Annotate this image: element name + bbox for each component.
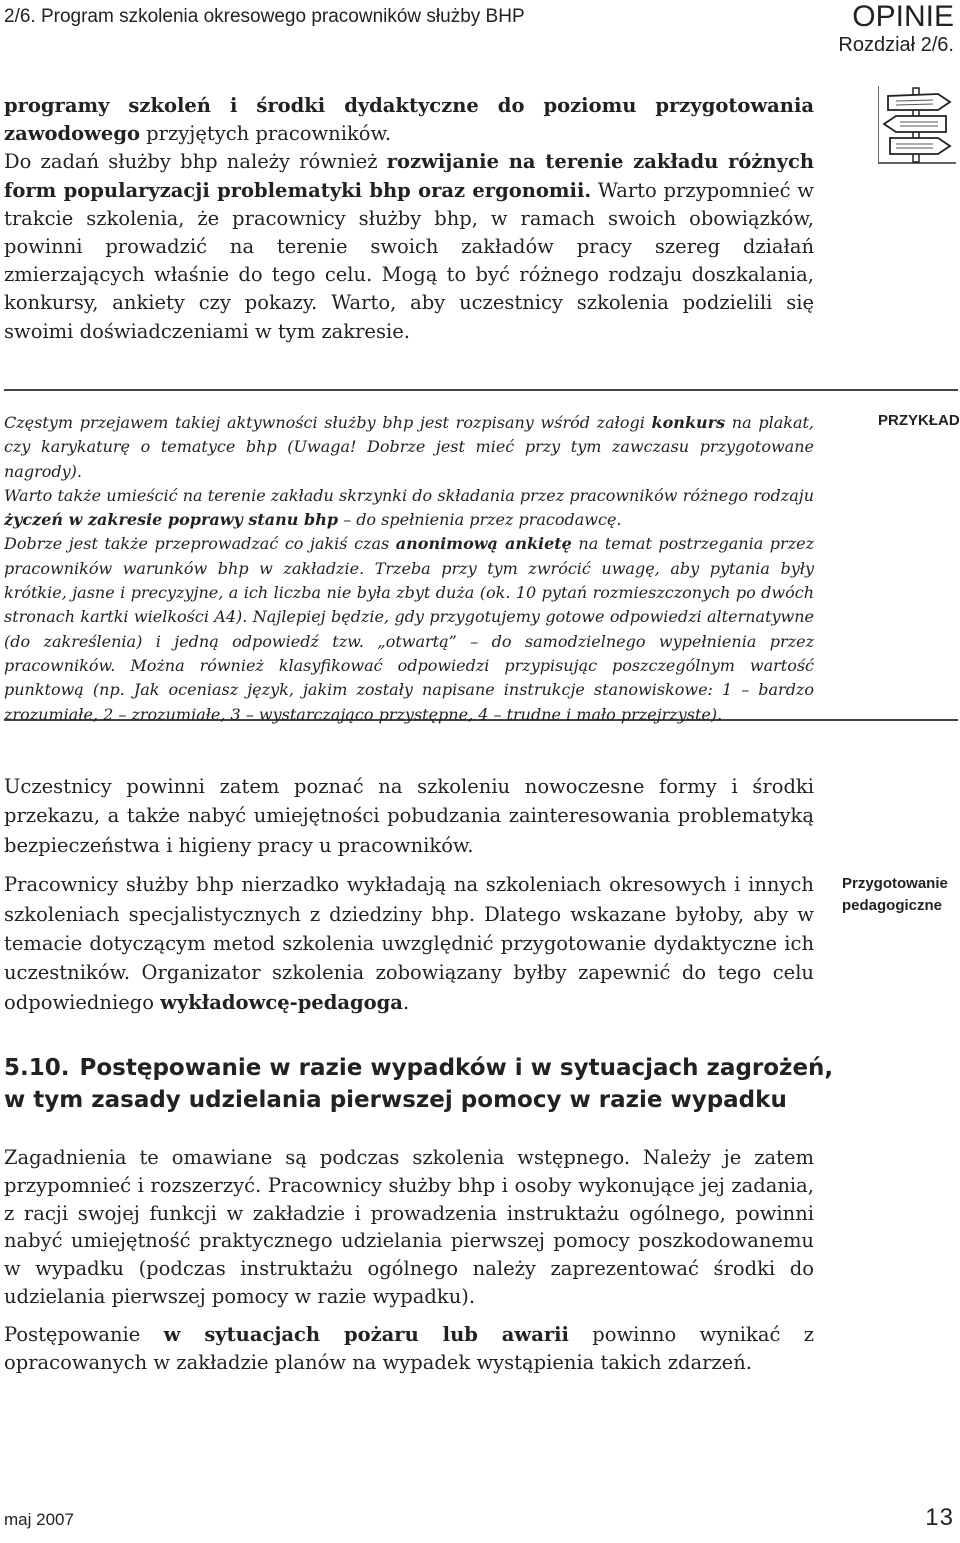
training-text — [4, 772, 814, 1027]
signpost-icon — [878, 86, 956, 169]
example-s1-bold: konkurs — [651, 413, 726, 432]
intro-p2-bold: rozwijanie na terenie zakładu różnych form popularyzacji problematyki bhp oraz ergonomii. — [4, 150, 814, 202]
section-number: 5.10. — [4, 1055, 70, 1081]
section-p2-a: Postępowanie — [4, 1322, 164, 1346]
publication-brand: OPINIE — [852, 0, 954, 33]
intro-paragraph-1 — [4, 92, 814, 148]
example-s3-bold: anonimową ankietę — [395, 534, 572, 554]
example-s2-b: – do spełnienia przez pracodawcę. — [338, 510, 622, 530]
example-s2-bold: życzeń w zakresie poprawy stanu bhp — [4, 510, 339, 530]
section-heading — [4, 1052, 904, 1116]
intro-p2-rest: Warto przypomnieć w trakcie szkolenia, że pracownicy służby bhp, w ramach swoich obowiązków, powinni prowadzić na terenie swoich zakładów pracy szereg działań zmierzających właśnie do tego celu. Mogą to być różnego rodzaju doszkalania, konkursy, ankiety czy pokazy. Warto, aby uczestnicy szkolenia podzielili się swoimi doświadczeniami w tym zakresie. — [4, 178, 814, 343]
chapter-label: Rozdział 2/6. — [838, 34, 954, 56]
intro-bold: programy szkoleń i środki dydaktyczne do poziomu przygotowania zawodowego — [4, 94, 814, 146]
section-p2-b: powinno wynikać z opracowanych w zakładzie planów na wypadek wystąpienia takich zdarzeń. — [4, 1322, 814, 1374]
section-text — [4, 1144, 814, 1386]
section-heading-line-1 — [4, 1052, 904, 1084]
intro-text — [4, 92, 814, 346]
training-p2-b: . — [402, 990, 410, 1014]
margin-note-pedagogical — [842, 873, 948, 917]
intro-text-rest: przyjętych pracowników. — [139, 122, 392, 146]
example-s1-a: Częstym przejawem takiej aktywności służby bhp jest rozpisany wśród załogi — [4, 413, 652, 432]
section-paragraph-1: Zagadnienia te omawiane są podczas szkolenia wstępnego. Należy je zatem przypomnieć i rozszerzyć. Pracownicy służby bhp i osoby wykonujące jej zadania, z racji swojej funkcji w zakładzie i prowadzenia instruktażu ogólnego, powinni nabyć umiejętność praktycznego udzielania pierwszej pomocy poszkodowanemu w wypadku (podczas instruktażu ogólnego należy zaprezentować środki do udzielania pierwszej pomocy w razie wypadku). — [4, 1146, 814, 1308]
divider-top — [4, 389, 958, 391]
example-s3-b: na temat postrzegania przez pracowników warunków bhp w zakładzie. Trzeba przy tym zwrócić uwagę, aby pytania były krótkie, jasne i precyzyjne, a ich liczba nie była zbyt duża (ok. 10 pytań rozmieszczonych po dwóch stronach kartki wielkości A4). Najlepiej będzie, gdy przygotujemy gotowe odpowiedzi alternatywne (do zakreślenia) i jedną odpowiedź tzw. „otwartą” – do samodzielnego wypełnienia przez pracowników. Można również klasyfikować odpowiedzi przypisując poszczególnym wartość punktową (np. Jak oceniasz język, jakim zostały napisane instrukcje stanowiskowe: 1 – bardzo zrozumiałe, 2 – zrozumiałe, 3 – wystarczająco przystępne, 4 – trudne i mało przejrzyste). — [4, 534, 815, 724]
training-p2-a: Pracownicy służby bhp nierzadko wykładają na szkoleniach okresowych i innych szkoleniach specjalistycznych z dziedziny bhp. Dlatego wskazane byłoby, aby w temacie dotyczącym metod szkolenia uwzględnić przygotowanie dydaktyczne ich uczestników. Organizator szkolenia zobowiązany byłby zapewnić do tego celu odpowiedniego — [4, 873, 814, 1014]
section-title-line-1: Postępowanie w razie wypadków i w sytuacjach zagrożeń, — [79, 1055, 834, 1081]
page-number: 13 — [925, 1504, 954, 1531]
example-s2-a: Warto także umieścić na terenie zakładu skrzynki do składania przez pracowników różnego rodzaju — [4, 485, 814, 505]
training-p2-bold: wykładowcę-pedagoga — [160, 990, 403, 1014]
training-paragraph-1: Uczestnicy powinni zatem poznać na szkoleniu nowoczesne formy i środki przekazu, a także nabyć umiejętności pobudzania zainteresowania problematyką bezpieczeństwa i higieny pracy u pracowników. — [4, 775, 814, 857]
example-text — [4, 411, 814, 727]
example-label: PRZYKŁAD — [878, 412, 960, 429]
example-sentence-2 — [4, 484, 814, 533]
example-s3-a: Dobrze jest także przeprowadzać co jakiś czas — [4, 534, 396, 554]
example-sentence-3 — [4, 532, 814, 726]
footer-date: maj 2007 — [4, 1510, 74, 1529]
section-title-line-2: w tym zasady udzielania pierwszej pomocy w razie wypadku — [4, 1087, 787, 1113]
training-paragraph-2 — [4, 870, 814, 1017]
margin-note-line-2: pedagogiczne — [842, 897, 943, 914]
example-sentence-1 — [4, 411, 814, 484]
margin-note-line-1: Przygotowanie — [842, 875, 948, 892]
section-paragraph-2 — [4, 1321, 814, 1377]
intro-paragraph-2 — [4, 148, 814, 345]
running-header-section: 2/6. Program szkolenia okresowego pracowników służby BHP — [4, 6, 525, 27]
intro-p2-start: Do zadań służby bhp należy również — [4, 150, 387, 174]
example-s1-b: na plakat, czy karykaturę o tematyce bhp (Uwaga! Dobrze jest mieć przy tym zawczasu przygotowane nagrody). — [4, 413, 814, 481]
section-p2-bold: w sytuacjach pożaru lub awarii — [163, 1322, 569, 1346]
